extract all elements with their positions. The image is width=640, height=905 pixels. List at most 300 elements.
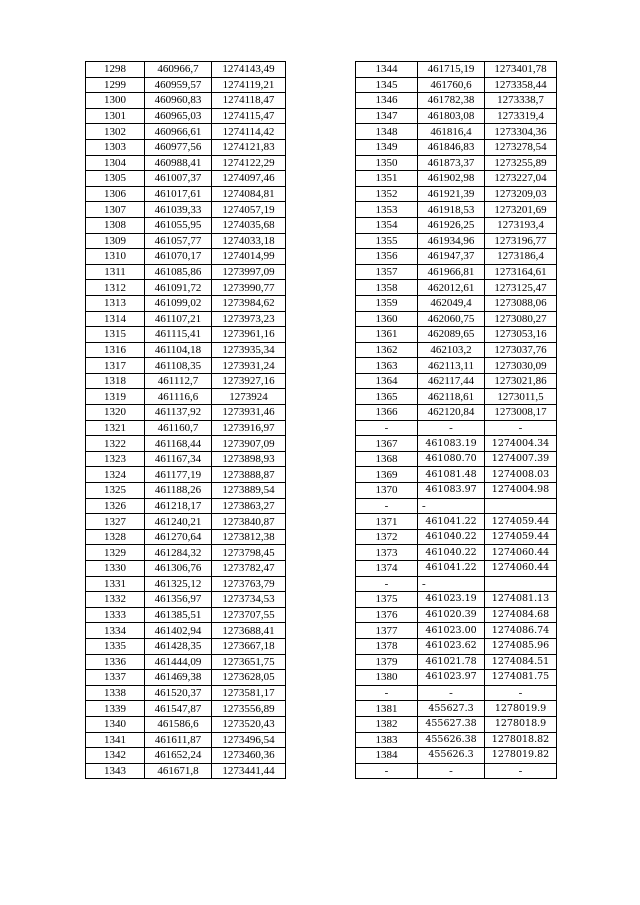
table-row	[356, 373, 557, 389]
table-row	[86, 701, 286, 717]
x-coordinate-cell: 455627.38	[418, 716, 485, 732]
y-coordinate-cell: 1273193,4	[485, 217, 557, 233]
x-coordinate-cell: 461091,72	[145, 280, 212, 296]
y-coordinate-cell: -	[485, 420, 557, 436]
table-row	[86, 155, 286, 171]
x-coordinate-cell: 461167,34	[145, 451, 212, 467]
point-number-cell: 1352	[356, 186, 418, 202]
y-coordinate-cell: 1274114,42	[212, 124, 286, 140]
table-row	[86, 436, 286, 452]
x-coordinate-cell: 461469,38	[145, 670, 212, 686]
x-coordinate-cell: 461782,38	[418, 93, 485, 109]
x-coordinate-cell: 461921,39	[418, 186, 485, 202]
point-number-cell: 1302	[86, 124, 145, 140]
table-row	[86, 139, 286, 155]
y-coordinate-cell: 1273688,41	[212, 623, 286, 639]
table-row	[356, 529, 557, 545]
table-row	[86, 233, 286, 249]
point-number-cell: 1371	[356, 514, 418, 530]
y-coordinate-cell: 1273812,38	[212, 529, 286, 545]
y-coordinate-cell: 1273030,09	[485, 358, 557, 374]
table-row	[356, 311, 557, 327]
y-coordinate-cell: 1274008.03	[485, 467, 557, 483]
table-row	[356, 561, 557, 577]
point-number-cell: 1366	[356, 405, 418, 421]
point-number-cell: 1337	[86, 670, 145, 686]
point-number-cell: 1372	[356, 529, 418, 545]
table-row	[86, 483, 286, 499]
x-coordinate-cell: 461168,44	[145, 436, 212, 452]
y-coordinate-cell: 1278019.9	[485, 701, 557, 717]
y-coordinate-cell: 1273798,45	[212, 545, 286, 561]
point-number-cell: 1377	[356, 623, 418, 639]
point-number-cell: 1362	[356, 342, 418, 358]
x-coordinate-cell: 460966,61	[145, 124, 212, 140]
table-row	[356, 139, 557, 155]
y-coordinate-cell: 1273088,06	[485, 295, 557, 311]
table-row	[356, 638, 557, 654]
x-coordinate-cell: 461402,94	[145, 623, 212, 639]
point-number-cell: 1321	[86, 420, 145, 436]
point-number-cell: 1318	[86, 373, 145, 389]
table-row	[356, 217, 557, 233]
table-row	[86, 467, 286, 483]
x-coordinate-cell: 461284,32	[145, 545, 212, 561]
table-row	[356, 233, 557, 249]
table-row	[356, 545, 557, 561]
table-row	[356, 467, 557, 483]
y-coordinate-cell: 1274086.74	[485, 623, 557, 639]
x-coordinate-cell: 461116,6	[145, 389, 212, 405]
table-row	[356, 748, 557, 764]
point-number-cell: 1333	[86, 607, 145, 623]
table-row	[356, 607, 557, 623]
y-coordinate-cell: 1274007.39	[485, 451, 557, 467]
table-row	[356, 623, 557, 639]
x-coordinate-cell: 460959,57	[145, 77, 212, 93]
point-number-cell: 1341	[86, 732, 145, 748]
point-number-cell: 1343	[86, 763, 145, 779]
x-coordinate-cell: 461356,97	[145, 592, 212, 608]
point-number-cell: 1312	[86, 280, 145, 296]
x-coordinate-cell: 461652,24	[145, 748, 212, 764]
table-row	[356, 264, 557, 280]
y-coordinate-cell: 1273651,75	[212, 654, 286, 670]
x-coordinate-cell: 461966,81	[418, 264, 485, 280]
y-coordinate-cell: 1273186,4	[485, 249, 557, 265]
x-coordinate-cell: 462060,75	[418, 311, 485, 327]
point-number-cell: 1301	[86, 108, 145, 124]
table-row	[356, 62, 557, 78]
y-coordinate-cell: 1273782,47	[212, 561, 286, 577]
y-coordinate-cell: 1273319,4	[485, 108, 557, 124]
point-number-cell: 1317	[86, 358, 145, 374]
table-row	[356, 670, 557, 686]
table-row	[356, 358, 557, 374]
point-number-cell: 1305	[86, 171, 145, 187]
y-coordinate-cell: 1274014,99	[212, 249, 286, 265]
x-coordinate-cell: 461715,19	[418, 62, 485, 78]
table-row	[356, 327, 557, 343]
point-number-cell: -	[356, 685, 418, 701]
table-row	[356, 701, 557, 717]
point-number-cell: 1382	[356, 716, 418, 732]
y-coordinate-cell: 1274084.68	[485, 607, 557, 623]
table-row	[356, 732, 557, 748]
x-coordinate-cell: 462120,84	[418, 405, 485, 421]
x-coordinate-cell: 455626.38	[418, 732, 485, 748]
y-coordinate-cell: 1274115,47	[212, 108, 286, 124]
y-coordinate-cell: 1278018.82	[485, 732, 557, 748]
table-row	[86, 529, 286, 545]
x-coordinate-cell: -	[418, 576, 485, 592]
point-number-cell: 1300	[86, 93, 145, 109]
x-coordinate-cell: 461547,87	[145, 701, 212, 717]
point-number-cell: 1342	[86, 748, 145, 764]
point-number-cell: 1358	[356, 280, 418, 296]
point-number-cell: 1380	[356, 670, 418, 686]
x-coordinate-cell: 461177,19	[145, 467, 212, 483]
y-coordinate-cell: 1273763,79	[212, 576, 286, 592]
point-number-cell: 1370	[356, 483, 418, 499]
point-number-cell: -	[356, 420, 418, 436]
point-number-cell: 1313	[86, 295, 145, 311]
table-row	[356, 155, 557, 171]
point-number-cell: 1344	[356, 62, 418, 78]
y-coordinate-cell: 1274084,81	[212, 186, 286, 202]
table-row	[86, 280, 286, 296]
table-row	[86, 405, 286, 421]
table-row	[86, 217, 286, 233]
table-row	[356, 389, 557, 405]
x-coordinate-cell: 460988,41	[145, 155, 212, 171]
point-number-cell: 1361	[356, 327, 418, 343]
table-row	[356, 514, 557, 530]
y-coordinate-cell: 1273209,03	[485, 186, 557, 202]
y-coordinate-cell: 1274143,49	[212, 62, 286, 78]
table-row	[86, 763, 286, 779]
point-number-cell: 1314	[86, 311, 145, 327]
point-number-cell: 1324	[86, 467, 145, 483]
x-coordinate-cell: 461137,92	[145, 405, 212, 421]
table-row	[356, 77, 557, 93]
y-coordinate-cell: 1273927,16	[212, 373, 286, 389]
y-coordinate-cell: 1273021,86	[485, 373, 557, 389]
x-coordinate-cell: 460965,03	[145, 108, 212, 124]
x-coordinate-cell: 462118,61	[418, 389, 485, 405]
table-row	[86, 685, 286, 701]
table-row	[356, 420, 557, 436]
table-row	[356, 295, 557, 311]
y-coordinate-cell: 1273931,24	[212, 358, 286, 374]
y-coordinate-cell: 1273840,87	[212, 514, 286, 530]
y-coordinate-cell: 1273401,78	[485, 62, 557, 78]
point-number-cell: -	[356, 763, 418, 779]
y-coordinate-cell: 1273961,16	[212, 327, 286, 343]
point-number-cell: 1308	[86, 217, 145, 233]
x-coordinate-cell: 461041.22	[418, 514, 485, 530]
x-coordinate-cell: 461080.70	[418, 451, 485, 467]
x-coordinate-cell: 461085,86	[145, 264, 212, 280]
x-coordinate-cell: 461023.62	[418, 638, 485, 654]
x-coordinate-cell: 461760,6	[418, 77, 485, 93]
x-coordinate-cell: 462103,2	[418, 342, 485, 358]
x-coordinate-cell: 462089,65	[418, 327, 485, 343]
table-row	[356, 576, 557, 592]
table-row	[86, 186, 286, 202]
y-coordinate-cell: 1274119,21	[212, 77, 286, 93]
y-coordinate-cell: 1278018.9	[485, 716, 557, 732]
table-row	[86, 732, 286, 748]
y-coordinate-cell: 1274057,19	[212, 202, 286, 218]
point-number-cell: 1320	[86, 405, 145, 421]
y-coordinate-cell: 1273053,16	[485, 327, 557, 343]
y-coordinate-cell: 1273201,69	[485, 202, 557, 218]
y-coordinate-cell: 1273011,5	[485, 389, 557, 405]
y-coordinate-cell: 1273581,17	[212, 685, 286, 701]
x-coordinate-cell: 461918,53	[418, 202, 485, 218]
table-row	[86, 638, 286, 654]
y-coordinate-cell: 1274081.13	[485, 592, 557, 608]
point-number-cell: 1376	[356, 607, 418, 623]
point-number-cell: 1310	[86, 249, 145, 265]
table-row	[86, 576, 286, 592]
point-number-cell: 1348	[356, 124, 418, 140]
y-coordinate-cell: 1273125,47	[485, 280, 557, 296]
point-number-cell: 1316	[86, 342, 145, 358]
x-coordinate-cell: 461520,37	[145, 685, 212, 701]
x-coordinate-cell: 461057,77	[145, 233, 212, 249]
point-number-cell: 1322	[86, 436, 145, 452]
y-coordinate-cell	[485, 498, 557, 514]
table-row	[356, 171, 557, 187]
table-row	[356, 436, 557, 452]
point-number-cell: 1360	[356, 311, 418, 327]
point-number-cell: 1368	[356, 451, 418, 467]
x-coordinate-cell: 461040.22	[418, 545, 485, 561]
point-number-cell: 1381	[356, 701, 418, 717]
x-coordinate-cell: 461017,61	[145, 186, 212, 202]
point-number-cell: 1306	[86, 186, 145, 202]
x-coordinate-cell: 461934,96	[418, 233, 485, 249]
y-coordinate-cell: 1274004.34	[485, 436, 557, 452]
point-number-cell: 1346	[356, 93, 418, 109]
table-row	[86, 327, 286, 343]
table-row	[86, 389, 286, 405]
table-row	[86, 420, 286, 436]
x-coordinate-cell: 461218,17	[145, 498, 212, 514]
x-coordinate-cell: 461325,12	[145, 576, 212, 592]
x-coordinate-cell: 461023.00	[418, 623, 485, 639]
table-row	[86, 654, 286, 670]
y-coordinate-cell: 1273037,76	[485, 342, 557, 358]
y-coordinate-cell: 1273460,36	[212, 748, 286, 764]
table-row	[86, 342, 286, 358]
table-row	[356, 108, 557, 124]
x-coordinate-cell: 461023.97	[418, 670, 485, 686]
x-coordinate-cell: 461160,7	[145, 420, 212, 436]
x-coordinate-cell: 461108,35	[145, 358, 212, 374]
x-coordinate-cell: 461099,02	[145, 295, 212, 311]
x-coordinate-cell: 461306,76	[145, 561, 212, 577]
table-row	[86, 498, 286, 514]
point-number-cell: 1325	[86, 483, 145, 499]
y-coordinate-cell: 1273907,09	[212, 436, 286, 452]
y-coordinate-cell: 1273441,44	[212, 763, 286, 779]
table-row	[86, 373, 286, 389]
y-coordinate-cell: 1273984,62	[212, 295, 286, 311]
table-row	[356, 342, 557, 358]
y-coordinate-cell: 1274097,46	[212, 171, 286, 187]
x-coordinate-cell: 461611,87	[145, 732, 212, 748]
table-row	[356, 592, 557, 608]
x-coordinate-cell: 461041.22	[418, 561, 485, 577]
table-row	[86, 77, 286, 93]
x-coordinate-cell: 460966,7	[145, 62, 212, 78]
point-number-cell: 1332	[86, 592, 145, 608]
table-row	[86, 295, 286, 311]
x-coordinate-cell: 461816,4	[418, 124, 485, 140]
x-coordinate-cell: 461428,35	[145, 638, 212, 654]
table-row	[356, 763, 557, 779]
x-coordinate-cell: 461115,41	[145, 327, 212, 343]
point-number-cell: 1353	[356, 202, 418, 218]
point-number-cell: 1378	[356, 638, 418, 654]
point-number-cell: 1327	[86, 514, 145, 530]
point-number-cell: 1369	[356, 467, 418, 483]
x-coordinate-cell: 461846,83	[418, 139, 485, 155]
table-row	[356, 249, 557, 265]
table-row	[86, 561, 286, 577]
point-number-cell: 1345	[356, 77, 418, 93]
x-coordinate-cell: 462117,44	[418, 373, 485, 389]
point-number-cell: 1356	[356, 249, 418, 265]
y-coordinate-cell: 1274060.44	[485, 545, 557, 561]
point-number-cell: 1375	[356, 592, 418, 608]
point-number-cell: 1383	[356, 732, 418, 748]
y-coordinate-cell: 1273997,09	[212, 264, 286, 280]
y-coordinate-cell: -	[485, 685, 557, 701]
y-coordinate-cell: 1273358,44	[485, 77, 557, 93]
point-number-cell: 1298	[86, 62, 145, 78]
point-number-cell: 1347	[356, 108, 418, 124]
x-coordinate-cell: 461040.22	[418, 529, 485, 545]
point-number-cell: 1303	[86, 139, 145, 155]
y-coordinate-cell: 1273008,17	[485, 405, 557, 421]
table-row	[356, 654, 557, 670]
y-coordinate-cell: 1273338,7	[485, 93, 557, 109]
y-coordinate-cell: 1273520,43	[212, 716, 286, 732]
x-coordinate-cell: 455626.3	[418, 748, 485, 764]
y-coordinate-cell: 1273628,05	[212, 670, 286, 686]
point-number-cell: 1374	[356, 561, 418, 577]
y-coordinate-cell: 1274121,83	[212, 139, 286, 155]
x-coordinate-cell: 461070,17	[145, 249, 212, 265]
table-row	[86, 716, 286, 732]
table-row	[86, 93, 286, 109]
point-number-cell: 1349	[356, 139, 418, 155]
table-row	[86, 108, 286, 124]
table-row	[86, 124, 286, 140]
y-coordinate-cell: 1273278,54	[485, 139, 557, 155]
y-coordinate-cell: 1273196,77	[485, 233, 557, 249]
table-row	[86, 171, 286, 187]
table-row	[86, 358, 286, 374]
coordinates-table-right	[355, 61, 557, 779]
point-number-cell: 1340	[86, 716, 145, 732]
y-coordinate-cell: 1273255,89	[485, 155, 557, 171]
point-number-cell: 1363	[356, 358, 418, 374]
y-coordinate-cell: 1273924	[212, 389, 286, 405]
point-number-cell: 1329	[86, 545, 145, 561]
x-coordinate-cell: 461671,8	[145, 763, 212, 779]
point-number-cell: 1304	[86, 155, 145, 171]
x-coordinate-cell: 461444,09	[145, 654, 212, 670]
table-row	[356, 405, 557, 421]
table-row	[86, 62, 286, 78]
x-coordinate-cell: 461055,95	[145, 217, 212, 233]
y-coordinate-cell: 1274081.75	[485, 670, 557, 686]
x-coordinate-cell: 461021.78	[418, 654, 485, 670]
table-row	[86, 514, 286, 530]
table-row	[356, 186, 557, 202]
x-coordinate-cell: 461240,21	[145, 514, 212, 530]
point-number-cell: 1364	[356, 373, 418, 389]
x-coordinate-cell: 462049,4	[418, 295, 485, 311]
point-number-cell: 1328	[86, 529, 145, 545]
point-number-cell: 1323	[86, 451, 145, 467]
y-coordinate-cell: 1273164,61	[485, 264, 557, 280]
point-number-cell: 1379	[356, 654, 418, 670]
y-coordinate-cell: 1273898,93	[212, 451, 286, 467]
y-coordinate-cell: 1273304,36	[485, 124, 557, 140]
table-row	[86, 545, 286, 561]
x-coordinate-cell: 460960,83	[145, 93, 212, 109]
table-row	[86, 451, 286, 467]
table-row	[356, 451, 557, 467]
table-row	[356, 685, 557, 701]
point-number-cell: 1365	[356, 389, 418, 405]
point-number-cell: 1319	[86, 389, 145, 405]
table-row	[356, 483, 557, 499]
y-coordinate-cell: 1273973,23	[212, 311, 286, 327]
point-number-cell: 1331	[86, 576, 145, 592]
table-row	[356, 498, 557, 514]
x-coordinate-cell: 462012,61	[418, 280, 485, 296]
x-coordinate-cell: 462113,11	[418, 358, 485, 374]
y-coordinate-cell: 1273227,04	[485, 171, 557, 187]
table-row	[86, 311, 286, 327]
table-row	[356, 280, 557, 296]
y-coordinate-cell: 1273667,18	[212, 638, 286, 654]
y-coordinate-cell: 1274118,47	[212, 93, 286, 109]
y-coordinate-cell: 1278019.82	[485, 748, 557, 764]
x-coordinate-cell: 461083.97	[418, 483, 485, 499]
table-row	[86, 670, 286, 686]
y-coordinate-cell: 1273888,87	[212, 467, 286, 483]
x-coordinate-cell: 461902,98	[418, 171, 485, 187]
y-coordinate-cell: 1274085.96	[485, 638, 557, 654]
point-number-cell: 1311	[86, 264, 145, 280]
x-coordinate-cell: 461947,37	[418, 249, 485, 265]
x-coordinate-cell: 461188,26	[145, 483, 212, 499]
table-row	[86, 607, 286, 623]
x-coordinate-cell: 461112,7	[145, 373, 212, 389]
table-row	[356, 716, 557, 732]
y-coordinate-cell: 1273556,89	[212, 701, 286, 717]
point-number-cell: 1357	[356, 264, 418, 280]
x-coordinate-cell: -	[418, 498, 485, 514]
